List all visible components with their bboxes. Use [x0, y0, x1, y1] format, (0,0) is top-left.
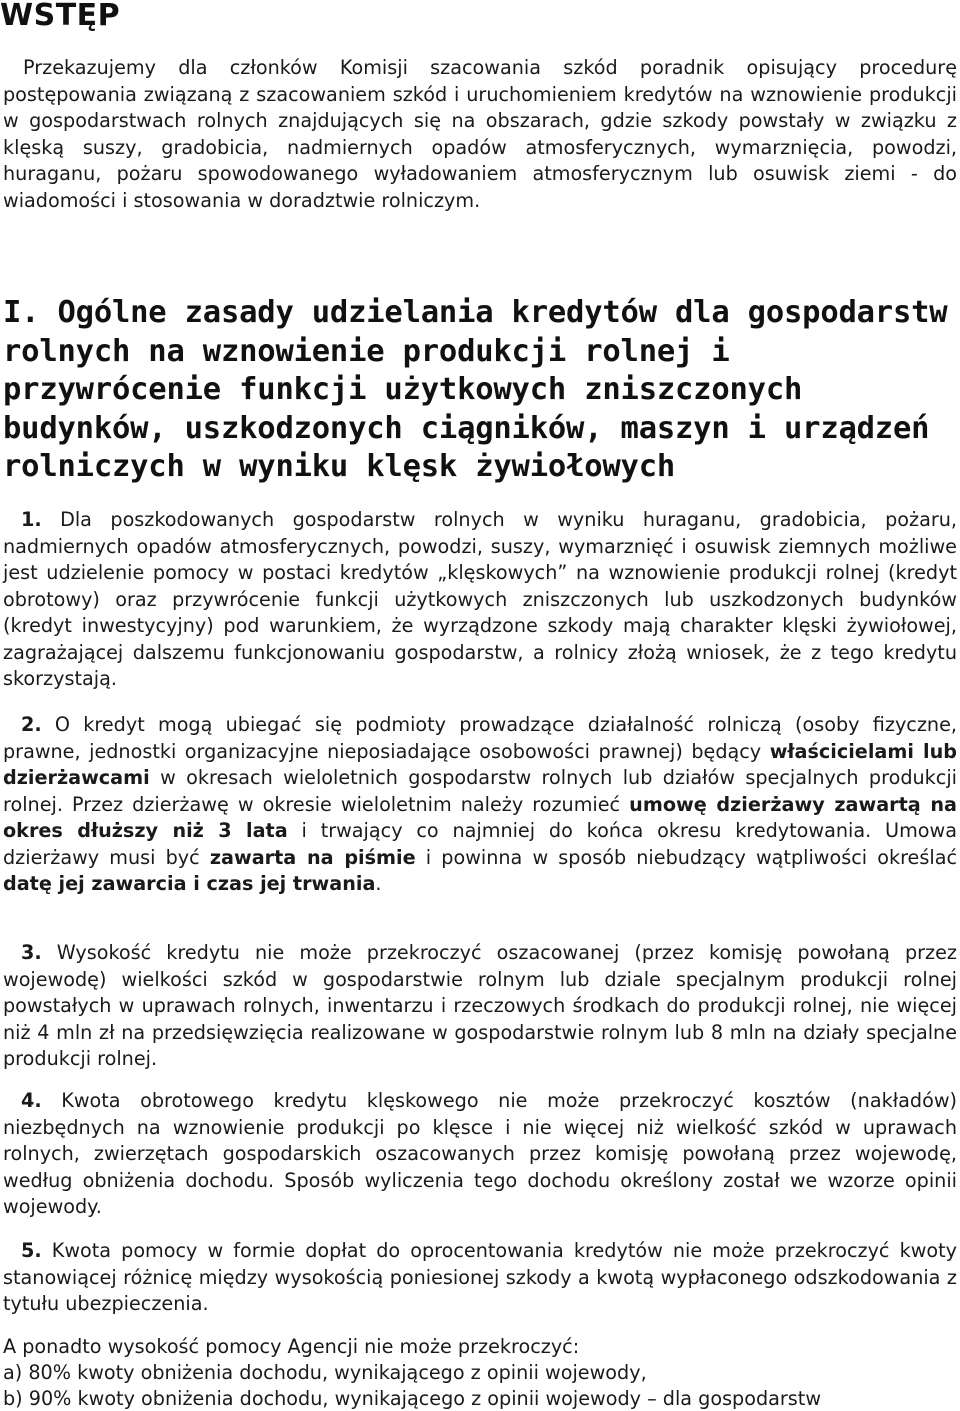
paragraph-4-number: 4. — [21, 1089, 42, 1112]
paragraph-2-text-1: O kredyt mogą ubiegać się podmioty prowadzące działalność rolniczą (osoby fizyczne, prawne, jednostki organizacyjne nieposiadające osobowości prawnej) będący — [3, 713, 957, 763]
paragraph-2-text-5: . — [375, 872, 382, 895]
extra-intro: A ponadto wysokość pomocy Agencji nie może przekroczyć: — [3, 1335, 580, 1358]
paragraph-3 — [3, 940, 957, 1073]
intro-paragraph: Przekazujemy dla członków Komisji szacowania szkód poradnik opisujący procedurę postępowania związaną z szacowaniem szkód i uruchomieniem kredytów na wznowienie produkcji w gospodarstwach rolnych znajdujących się na obszarach, gdzie szkody powstały w związku z klęską suszy, gradobicia, nadmiernych opadów atmosferycznych, wymarznięcia, powodzi, huraganu, pożaru spowodowanego wyładowaniem atmosferycznym lub osuwisk ziemi - do wiadomości i stosowania w doradztwie rolniczym. — [3, 56, 957, 212]
paragraph-2-bold-2: umowę dzierżawy zawartą na okres dłuższy niż 3 lata — [3, 792, 957, 842]
paragraph-2-text-3: i trwający co najmniej do końca okresu kredytowania. Umowa dzierżawy musi być — [3, 819, 957, 869]
paragraph-3-text: Wysokość kredytu nie może przekroczyć oszacowanej (przez komisję powołaną przez wojewodę) wielkości szkód w gospodarstwie rolnym lub dziale specjalnym produkcji rolnej powstałych w uprawach rolnych, inwentarzu i rzeczowych środkach do produkcji rolnej, nie więcej niż 4 mln zł na przedsięwzięcia realizowane w gospodarstwie rolnym lub 8 mln na działy specjalne produkcji rolnej. — [3, 941, 957, 1070]
paragraph-4-text: Kwota obrotowego kredytu klęskowego nie może przekroczyć kosztów (nakładów) niezbędnych na wznowienie produkcji po klęsce i nie więcej niż wielkość szkód w uprawach rolnych, zwierzętach gospodarskich oszacowanych przez komisję powołaną przez wojewodę, według obniżenia dochodu. Sposób wyliczenia tego dochodu określony został we wzorze opinii wojewody. — [3, 1089, 957, 1218]
section-title: I. Ogólne zasady udzielania kredytów dla gospodarstw rolnych na wznowienie produkcji rolnej i przywrócenie funkcji użytkowych zniszczonych budynków, uszkodzonych ciągników, maszyn i urządzeń rolniczych w wyniku klęsk żywiołowych — [3, 295, 948, 484]
paragraph-2-bold-3: zawarta na piśmie — [209, 845, 416, 869]
paragraph-2-number: 2. — [21, 713, 42, 736]
extra-item-a: a) 80% kwoty obniżenia dochodu, wynikającego z opinii wojewody, — [3, 1361, 647, 1384]
paragraph-3-number: 3. — [21, 941, 42, 964]
paragraph-1-number: 1. — [21, 508, 42, 531]
paragraph-5-number: 5. — [21, 1239, 42, 1262]
paragraph-2-text-2: w okresach wieloletnich gospodarstw rolnych lub działów specjalnych produkcji rolnej. Przez dzierżawę w okresie wieloletnim należy rozumieć — [3, 766, 957, 816]
paragraph-2-bold-1: właścicielami lub dzierżawcami — [3, 739, 957, 789]
paragraph-5 — [3, 1238, 957, 1318]
paragraph-4 — [3, 1088, 957, 1221]
paragraph-1 — [3, 507, 957, 693]
paragraph-2 — [3, 712, 957, 898]
paragraph-1-text: Dla poszkodowanych gospodarstw rolnych w wyniku huraganu, gradobicia, pożaru, nadmiernych opadów atmosferycznych, powodzi, suszy, wymarznięć i osuwisk ziemnych możliwe jest udzielenie pomocy w postaci kredytów „klęskowych” na wznowienie produkcji rolnej (kredyt obrotowy) oraz przywrócenie funkcji użytkowych zniszczonych lub uszkodzonych budynków (kredyt inwestycyjny) pod warunkiem, że wyrządzone szkody mają charakter klęski żywiołowej, zagrażającej dalszemu funkcjonowaniu gospodarstw, a rolnicy złożą wniosek, że z tego kredytu skorzystają. — [3, 508, 957, 690]
page-title: WSTĘP — [0, 0, 121, 33]
paragraph-2-bold-4: datę jej zawarcia i czas jej trwania — [3, 872, 376, 895]
paragraph-5-text: Kwota pomocy w formie dopłat do oprocentowania kredytów nie może przekroczyć kwoty stanowiącej różnicę między wysokością poniesionej szkody a kwotą wypłaconego odszkodowania z tytułu ubezpieczenia. — [3, 1239, 957, 1315]
paragraph-2-text-4: i powinna w sposób niebudzący wątpliwości określać — [415, 845, 957, 869]
extra-item-b: b) 90% kwoty obniżenia dochodu, wynikającego z opinii wojewody – dla gospodarstw — [3, 1387, 822, 1410]
